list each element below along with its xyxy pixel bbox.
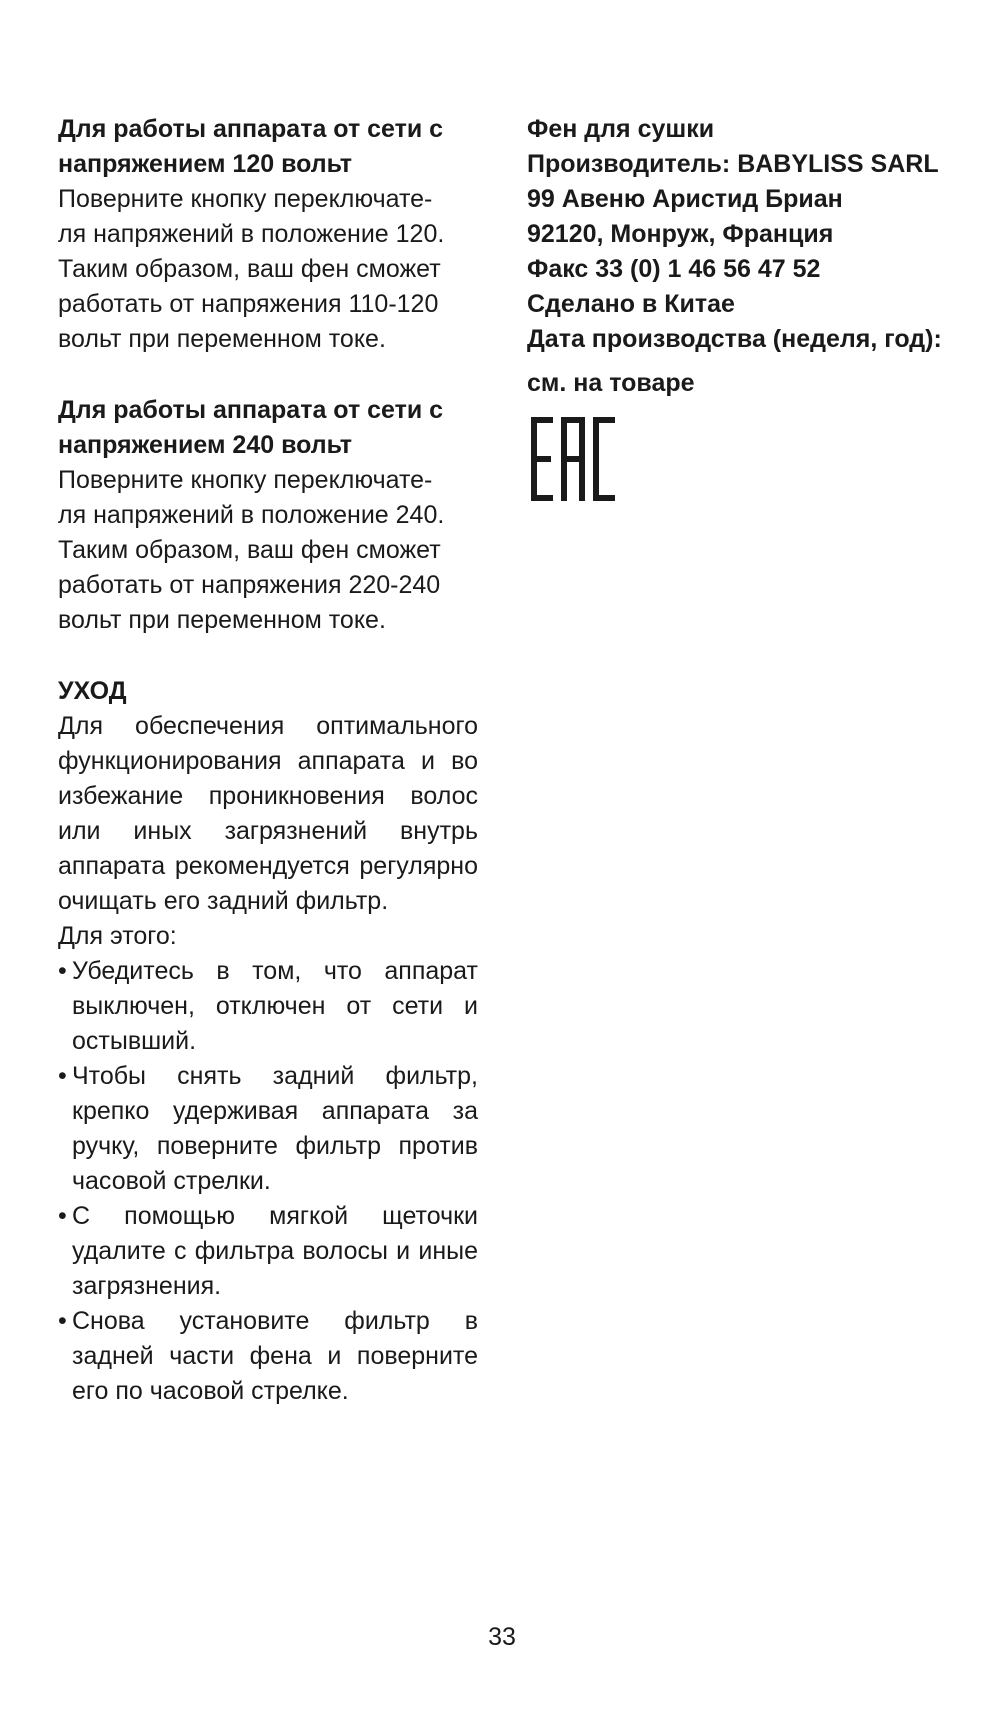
care-step: • Чтобы снять задний фильтр, крепко удерживая аппарата за ручку, поверните фильтр против часовой стрелки. <box>58 1059 478 1199</box>
production-date-label: Дата производства (неделя, год): <box>527 325 942 353</box>
page-number: 33 <box>488 1623 516 1651</box>
fax: Факс 33 (0) 1 46 56 47 52 <box>527 255 821 283</box>
right-column <box>527 112 987 501</box>
section-240-body-line-5: вольт при переменном токе. <box>58 606 386 634</box>
section-120-body-line-3: Таким образом, ваш фен сможет <box>58 255 441 283</box>
section-240-body-line-1: Поверните кнопку переключате- <box>58 466 433 494</box>
section-120-title-line-2: напряжением 120 вольт <box>58 150 353 178</box>
section-240-title-line-1: Для работы аппарата от сети с <box>58 396 444 424</box>
address-street: 99 Авеню Аристид Бриан <box>527 185 843 213</box>
left-column <box>58 112 478 1409</box>
care-title: УХОД <box>58 677 127 705</box>
section-120-body-line-5: вольт при переменном токе. <box>58 325 386 353</box>
section-240-body-line-4: работать от напряжения 220-240 <box>58 571 441 599</box>
section-120-body-line-4: работать от напряжения 110-120 <box>58 290 439 318</box>
section-240-title-line-2: напряжением 240 вольт <box>58 431 353 459</box>
eac-mark-icon <box>531 417 617 501</box>
care-step: • С помощью мягкой щеточки удалите с фильтра волосы и иные загрязнения. <box>58 1199 478 1304</box>
section-120-body-line-1: Поверните кнопку переключате- <box>58 185 433 213</box>
address-city: 92120, Монруж, Франция <box>527 220 834 248</box>
care-step: • Снова установите фильтр в задней части фена и поверните его по часовой стрелке. <box>58 1304 478 1409</box>
section-120-body-line-2: ля напряжений в положение 120. <box>58 220 445 248</box>
production-date-note: см. на товаре <box>527 369 695 397</box>
section-240-body-line-3: Таким образом, ваш фен сможет <box>58 536 441 564</box>
care-step: • Убедитесь в том, что аппарат выключен, отключен от сети и остывший. <box>58 954 478 1059</box>
section-240-body-line-2: ля напряжений в положение 240. <box>58 501 445 529</box>
section-120-title-line-1: Для работы аппарата от сети с <box>58 115 444 143</box>
manufacturer: Производитель: BABYLISS SARL <box>527 150 939 178</box>
made-in: Сделано в Китае <box>527 290 735 318</box>
care-steps-list <box>58 954 478 1409</box>
product-name: Фен для сушки <box>527 115 715 143</box>
care-lead: Для этого: <box>58 922 177 950</box>
care-intro: Для обеспечения оптимального функционирования аппарата и во избежание проникновения волос или иных загрязнений внутрь аппарата рекомендуется регулярно очищать его задний фильтр. <box>58 712 478 915</box>
